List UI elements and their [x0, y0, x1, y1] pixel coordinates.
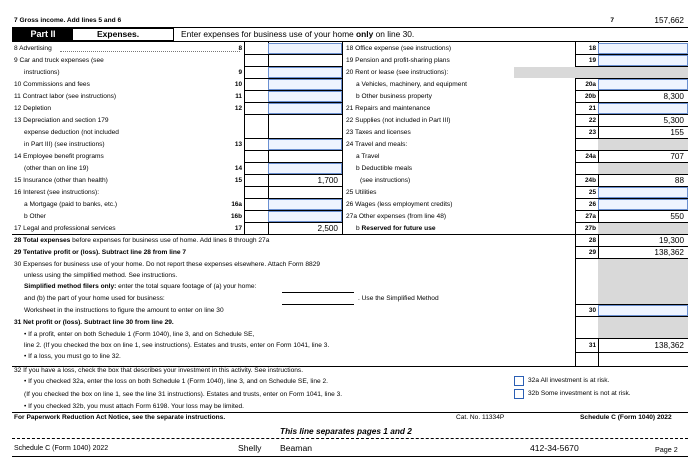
line-30-label-cont: unless using the simplified method. See instructions. — [24, 272, 178, 279]
line-15-num: 15 — [234, 177, 242, 184]
line-8-label: 8 Advertising — [14, 45, 52, 52]
page-separator-note: This line separates pages 1 and 2 — [280, 426, 412, 436]
line-30-label: 30 Expenses for business use of your home. Do not report these expenses elsewhere. Attach Form 8829 — [14, 261, 321, 268]
line-30-amount-input[interactable] — [598, 305, 688, 316]
line-30-business-part: and (b) the part of your home used for business: — [24, 295, 165, 302]
line-13-label-cont2: in Part III) (see instructions) — [24, 141, 105, 148]
line-20a-label: a Vehicles, machinery, and equipment — [356, 81, 467, 88]
line-24a-label: a Travel — [356, 153, 380, 160]
line-31-num: 31 — [588, 342, 596, 349]
line-8-amount-input[interactable] — [268, 43, 342, 54]
part-2-title: Expenses. — [97, 29, 140, 39]
line-21-amount-input[interactable] — [598, 103, 688, 114]
line-27b-num: 27b — [584, 225, 596, 232]
taxpayer-first-name: Shelly — [238, 443, 262, 453]
line-11-amount-input[interactable] — [268, 91, 342, 102]
checkbox-32a[interactable] — [514, 376, 524, 386]
line-22-num: 22 — [588, 117, 596, 124]
line-28-label: 28 Total expenses before expenses for business use of home. Add lines 8 through 27a — [14, 237, 270, 244]
line-20-label: 20 Rent or lease (see instructions): — [346, 69, 449, 76]
line-30-num: 30 — [588, 307, 596, 314]
line-10-amount-input[interactable] — [268, 79, 342, 90]
line-20a-num: 20a — [585, 81, 596, 88]
line-24b-label-cont: (see instructions) — [360, 177, 411, 184]
page-2-form-name: Schedule C (Form 1040) 2022 — [14, 445, 109, 452]
line-16-label: 16 Interest (see instructions): — [14, 189, 100, 196]
line-24b-label: b Deductible meals — [356, 165, 413, 172]
line-32-label: 32 If you have a loss, check the box that describes your investment in this activity. See instructions. — [14, 367, 304, 374]
line-31-amount[interactable]: 138,362 — [654, 341, 684, 350]
line-24a-num: 24a — [585, 153, 596, 160]
line-11-label: 11 Contract labor (see instructions) — [14, 93, 117, 100]
line-24b-amount[interactable]: 88 — [674, 176, 684, 185]
line-26-num: 26 — [588, 201, 596, 208]
line-27a-label: 27a Other expenses (from line 48) — [346, 213, 447, 220]
line-9-label-cont: instructions) — [24, 69, 60, 76]
line-16a-label: a Mortgage (paid to banks, etc.) — [24, 201, 118, 208]
line-18-amount-input[interactable] — [598, 43, 688, 54]
line-7-label: 7 Gross income. Add lines 5 and 6 — [14, 17, 122, 24]
line-11-num: 11 — [235, 93, 242, 100]
line-30-worksheet: Worksheet in the instructions to figure the amount to enter on line 30 — [24, 307, 224, 314]
line-12-amount-input[interactable] — [268, 103, 342, 114]
checkbox-32a-label: 32a All investment is at risk. — [528, 377, 610, 384]
line-29-amount[interactable]: 138,362 — [654, 248, 684, 257]
line-31-profit-cont: line 2. (If you checked the box on line 1, see instructions). Estates and trusts, enter on Form 1041, line 3. — [24, 342, 330, 349]
line-31-label: 31 Net profit or (loss). Subtract line 30 from line 29. — [14, 319, 174, 326]
line-12-label: 12 Depletion — [14, 105, 52, 112]
line-20a-amount-input[interactable] — [598, 79, 688, 90]
line-14-label: 14 Employee benefit programs — [14, 153, 104, 160]
line-21-num: 21 — [588, 105, 596, 112]
part-2-header — [12, 28, 174, 41]
line-24-shaded — [598, 139, 688, 150]
line-14-label-cont: (other than on line 19) — [24, 165, 89, 172]
line-30-simplified: Simplified method filers only: enter the total square footage of (a) your home: — [24, 283, 257, 290]
line-9-label: 9 Car and truck expenses (see — [14, 57, 104, 64]
line-29-label: 29 Tentative profit or (loss). Subtract line 28 from line 7 — [14, 249, 187, 256]
line-19-label: 19 Pension and profit-sharing plans — [346, 57, 450, 64]
line-24a-amount[interactable]: 707 — [670, 152, 684, 161]
taxpayer-ssn: 412-34-5670 — [530, 443, 579, 453]
line-30-shaded — [598, 259, 688, 304]
line-16a-amount-input[interactable] — [268, 199, 342, 210]
checkbox-32b[interactable] — [514, 389, 524, 399]
line-7-num: 7 — [610, 17, 614, 24]
line-13-label: 13 Depreciation and section 179 — [14, 117, 109, 124]
taxpayer-last-name: Beaman — [280, 443, 313, 453]
line-28-num: 28 — [588, 237, 596, 244]
line-23-amount[interactable]: 155 — [670, 128, 684, 137]
line-16b-label: b Other — [24, 213, 46, 220]
line-25-amount-input[interactable] — [598, 187, 688, 198]
line-32c-instruction: • If you checked 32b, you must attach Form 6198. Your loss may be limited. — [24, 403, 245, 410]
part-2-instruction: Enter expenses for business use of your home only on line 30. — [181, 29, 415, 39]
paperwork-notice: For Paperwork Reduction Act Notice, see the separate instructions. — [14, 414, 226, 421]
line-13-num: 13 — [234, 141, 242, 148]
line-32b-instruction: (If you checked the box on line 1, see the line 31 instructions). Estates and trusts, enter on Form 1041, line 3. — [24, 391, 343, 398]
line-25-label: 25 Utilities — [346, 189, 377, 196]
line-18-label: 18 Office expense (see instructions) — [346, 45, 452, 52]
line-8-num: 8 — [238, 45, 242, 52]
catalog-number: Cat. No. 11334P — [456, 414, 505, 421]
line-31-shaded — [598, 317, 688, 338]
line-28-amount[interactable]: 19,300 — [658, 236, 684, 245]
line-10-label: 10 Commissions and fees — [14, 81, 90, 88]
line-12-num: 12 — [234, 105, 242, 112]
line-22-amount[interactable]: 5,300 — [663, 116, 684, 125]
line-27a-amount[interactable]: 550 — [670, 212, 684, 221]
line-9-num: 9 — [238, 69, 242, 76]
line-15-label: 15 Insurance (other than health) — [14, 177, 108, 184]
checkbox-32b-label: 32b Some investment is not at risk. — [528, 390, 631, 397]
part-2-label: Part II — [13, 29, 73, 40]
line-22-label: 22 Supplies (not included in Part III) — [346, 117, 451, 124]
line-31-profit: • If a profit, enter on both Schedule 1 (Form 1040), line 3, and on Schedule SE, — [24, 331, 255, 338]
line-21-label: 21 Repairs and maintenance — [346, 105, 431, 112]
line-20b-label: b Other business property — [356, 93, 432, 100]
line-24b-num: 24b — [584, 177, 596, 184]
line-19-amount-input[interactable] — [598, 55, 688, 66]
line-23-num: 23 — [588, 129, 596, 136]
line-13-label-cont: expense deduction (not included — [24, 129, 119, 136]
line-17-label: 17 Legal and professional services — [14, 225, 116, 232]
line-24-label: 24 Travel and meals: — [346, 141, 408, 148]
line-31-loss: • If a loss, you must go to line 32. — [24, 353, 121, 360]
line-30-simplified-method: . Use the Simplified Method — [358, 295, 439, 302]
line-24b-shaded — [598, 163, 688, 174]
line-20-shaded — [514, 67, 688, 78]
form-footer-name: Schedule C (Form 1040) 2022 — [580, 414, 672, 421]
line-17-num: 17 — [234, 225, 242, 232]
line-16a-num: 16a — [231, 201, 242, 208]
line-9-amount-input[interactable] — [268, 67, 342, 78]
line-32a-instruction: • If you checked 32a, enter the loss on both Schedule 1 (Form 1040), line 3, and on Schedule SE, line 2. — [24, 378, 328, 385]
line-23-label: 23 Taxes and licenses — [346, 129, 411, 136]
line-18-num: 18 — [588, 45, 596, 52]
line-27b-shaded — [598, 223, 688, 234]
line-25-num: 25 — [588, 189, 596, 196]
line-20b-amount[interactable]: 8,300 — [663, 92, 684, 101]
line-15-amount[interactable]: 1,700 — [317, 176, 338, 185]
line-27b-label: b Reserved for future use — [356, 225, 436, 232]
line-29-num: 29 — [588, 249, 596, 256]
line-27a-num: 27a — [585, 213, 596, 220]
line-26-amount-input[interactable] — [598, 199, 688, 210]
page-number: Page 2 — [655, 445, 678, 454]
line-19-num: 19 — [588, 57, 596, 64]
line-26-label: 26 Wages (less employment credits) — [346, 201, 453, 208]
line-14-num: 14 — [234, 165, 242, 172]
line-16b-amount-input[interactable] — [268, 211, 342, 222]
line-13-amount-input[interactable] — [268, 139, 342, 150]
line-7-amount: 157,662 — [654, 16, 684, 25]
line-16b-num: 16b — [230, 213, 242, 220]
line-17-amount[interactable]: 2,500 — [317, 224, 338, 233]
line-10-num: 10 — [234, 81, 242, 88]
line-14-amount-input[interactable] — [268, 163, 342, 174]
line-20b-num: 20b — [584, 93, 596, 100]
